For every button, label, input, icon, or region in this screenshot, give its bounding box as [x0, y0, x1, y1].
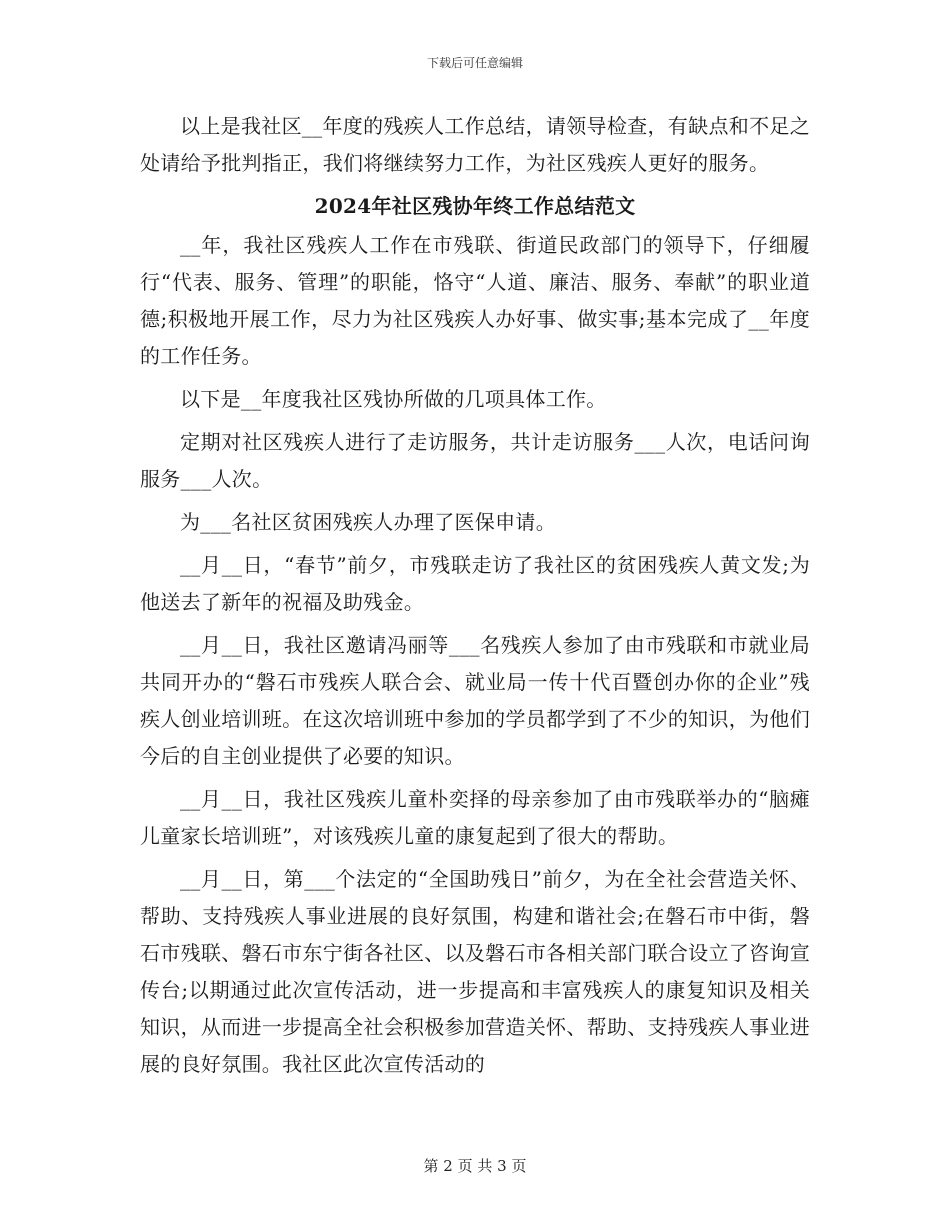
- paragraph: __月__日，我社区残疾儿童朴奕择的母亲参加了由市残联举办的“脑瘫儿童家长培训班”，对该残疾儿童的康复起到了很大的帮助。: [140, 787, 810, 848]
- document-title: 2024年社区残协年终工作总结范文: [314, 194, 636, 218]
- document-body: [140, 108, 810, 1089]
- paragraph: 为___名社区贫困残疾人办理了医保申请。: [180, 510, 556, 534]
- paragraph: __月__日，“春节”前夕，市残联走访了我社区的贫困残疾人黄文发;为他送去了新年的祝福及助残金。: [140, 553, 810, 614]
- paragraph: __年，我社区残疾人工作在市残联、街道民政部门的领导下，仔细履行“代表、服务、管理”的职能，恪守“人道、廉洁、服务、奉献”的职业道德;积极地开展工作，尽力为社区残疾人办好事、做实事;基本完成了__年度的工作任务。: [140, 233, 810, 368]
- page-number: 第 2 页 共 3 页: [423, 1157, 527, 1175]
- intro-paragraph: 以上是我社区__年度的残疾人工作总结，请领导检查，有缺点和不足之处请给予批判指正，我们将继续努力工作，为社区残疾人更好的服务。: [140, 114, 810, 175]
- paragraph: 以下是__年度我社区残协所做的几项具体工作。: [180, 387, 607, 411]
- paragraph: __月__日，第___个法定的“全国助残日”前夕，为在全社会营造关怀、帮助、支持残疾人事业进展的良好氛围，构建和谐社会;在磐石市中街，磐石市残联、磐石市东宁街各社区、以及磐石市各相关部门联合设立了咨询宣传台;以期通过此次宣传活动，进一步提高和丰富残疾人的康复知识及相关知识，从而进一步提高全社会积极参加营造关怀、帮助、支持残疾人事业进展的良好氛围。我社区此次宣传活动的: [140, 867, 810, 1076]
- paragraph: __月__日，我社区邀请冯丽等___名残疾人参加了由市残联和市就业局共同开办的“磐石市残疾人联合会、就业局一传十代百暨创办你的企业”残疾人创业培训班。在这次培训班中参加的学员都学到了不少的知识，为他们今后的自主创业提供了必要的知识。: [140, 633, 810, 768]
- paragraph: 定期对社区残疾人进行了走访服务，共计走访服务___人次，电话问询服务___人次。: [140, 430, 810, 491]
- header-note: 下载后可任意编辑: [426, 56, 523, 70]
